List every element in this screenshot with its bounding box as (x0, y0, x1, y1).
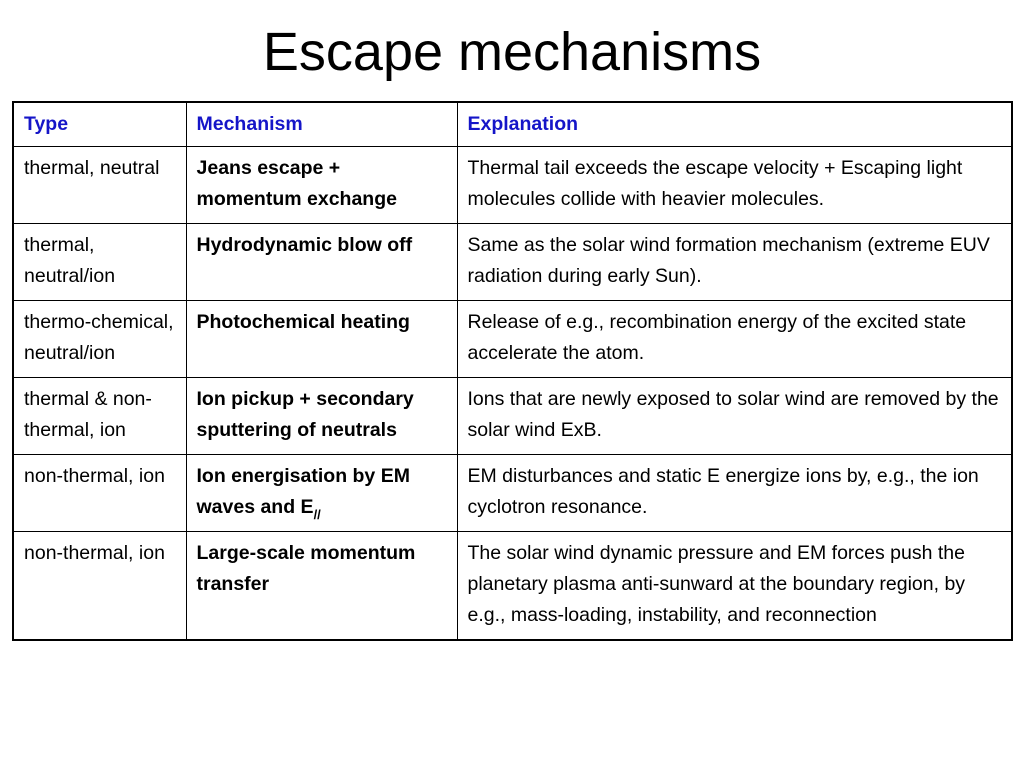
table-row (13, 147, 1012, 224)
type-cell: non-thermal, ion (13, 455, 186, 532)
mechanism-text: Ion energisation by EM waves and E (196, 465, 410, 518)
parallel-subscript: // (313, 507, 321, 522)
type-cell: non-thermal, ion (13, 532, 186, 641)
type-cell: thermal & non-thermal, ion (13, 378, 186, 455)
header-mechanism: Mechanism (186, 102, 457, 147)
escape-mechanisms-table (12, 101, 1013, 641)
mechanism-cell: Photochemical heating (186, 301, 457, 378)
table-row (13, 378, 1012, 455)
header-type: Type (13, 102, 186, 147)
type-cell: thermal, neutral (13, 147, 186, 224)
mechanism-cell: Ion pickup + secondary sputtering of neutrals (186, 378, 457, 455)
explanation-cell: EM disturbances and static E energize ions by, e.g., the ion cyclotron resonance. (457, 455, 1012, 532)
mechanism-cell (186, 455, 457, 532)
table-row (13, 532, 1012, 641)
header-row (13, 102, 1012, 147)
table-row (13, 301, 1012, 378)
mechanism-cell: Jeans escape + momentum exchange (186, 147, 457, 224)
table-row (13, 455, 1012, 532)
mechanism-cell: Hydrodynamic blow off (186, 224, 457, 301)
explanation-cell: The solar wind dynamic pressure and EM forces push the planetary plasma anti-sunward at the boundary region, by e.g., mass-loading, instability, and reconnection (457, 532, 1012, 641)
explanation-cell: Ions that are newly exposed to solar wind are removed by the solar wind ExB. (457, 378, 1012, 455)
explanation-cell: Thermal tail exceeds the escape velocity + Escaping light molecules collide with heavier molecules. (457, 147, 1012, 224)
explanation-cell: Same as the solar wind formation mechanism (extreme EUV radiation during early Sun). (457, 224, 1012, 301)
header-explanation: Explanation (457, 102, 1012, 147)
type-cell: thermo-chemical, neutral/ion (13, 301, 186, 378)
explanation-cell: Release of e.g., recombination energy of the excited state accelerate the atom. (457, 301, 1012, 378)
slide-title: Escape mechanisms (262, 22, 762, 82)
type-cell: thermal, neutral/ion (13, 224, 186, 301)
table-row (13, 224, 1012, 301)
mechanism-cell: Large-scale momentum transfer (186, 532, 457, 641)
